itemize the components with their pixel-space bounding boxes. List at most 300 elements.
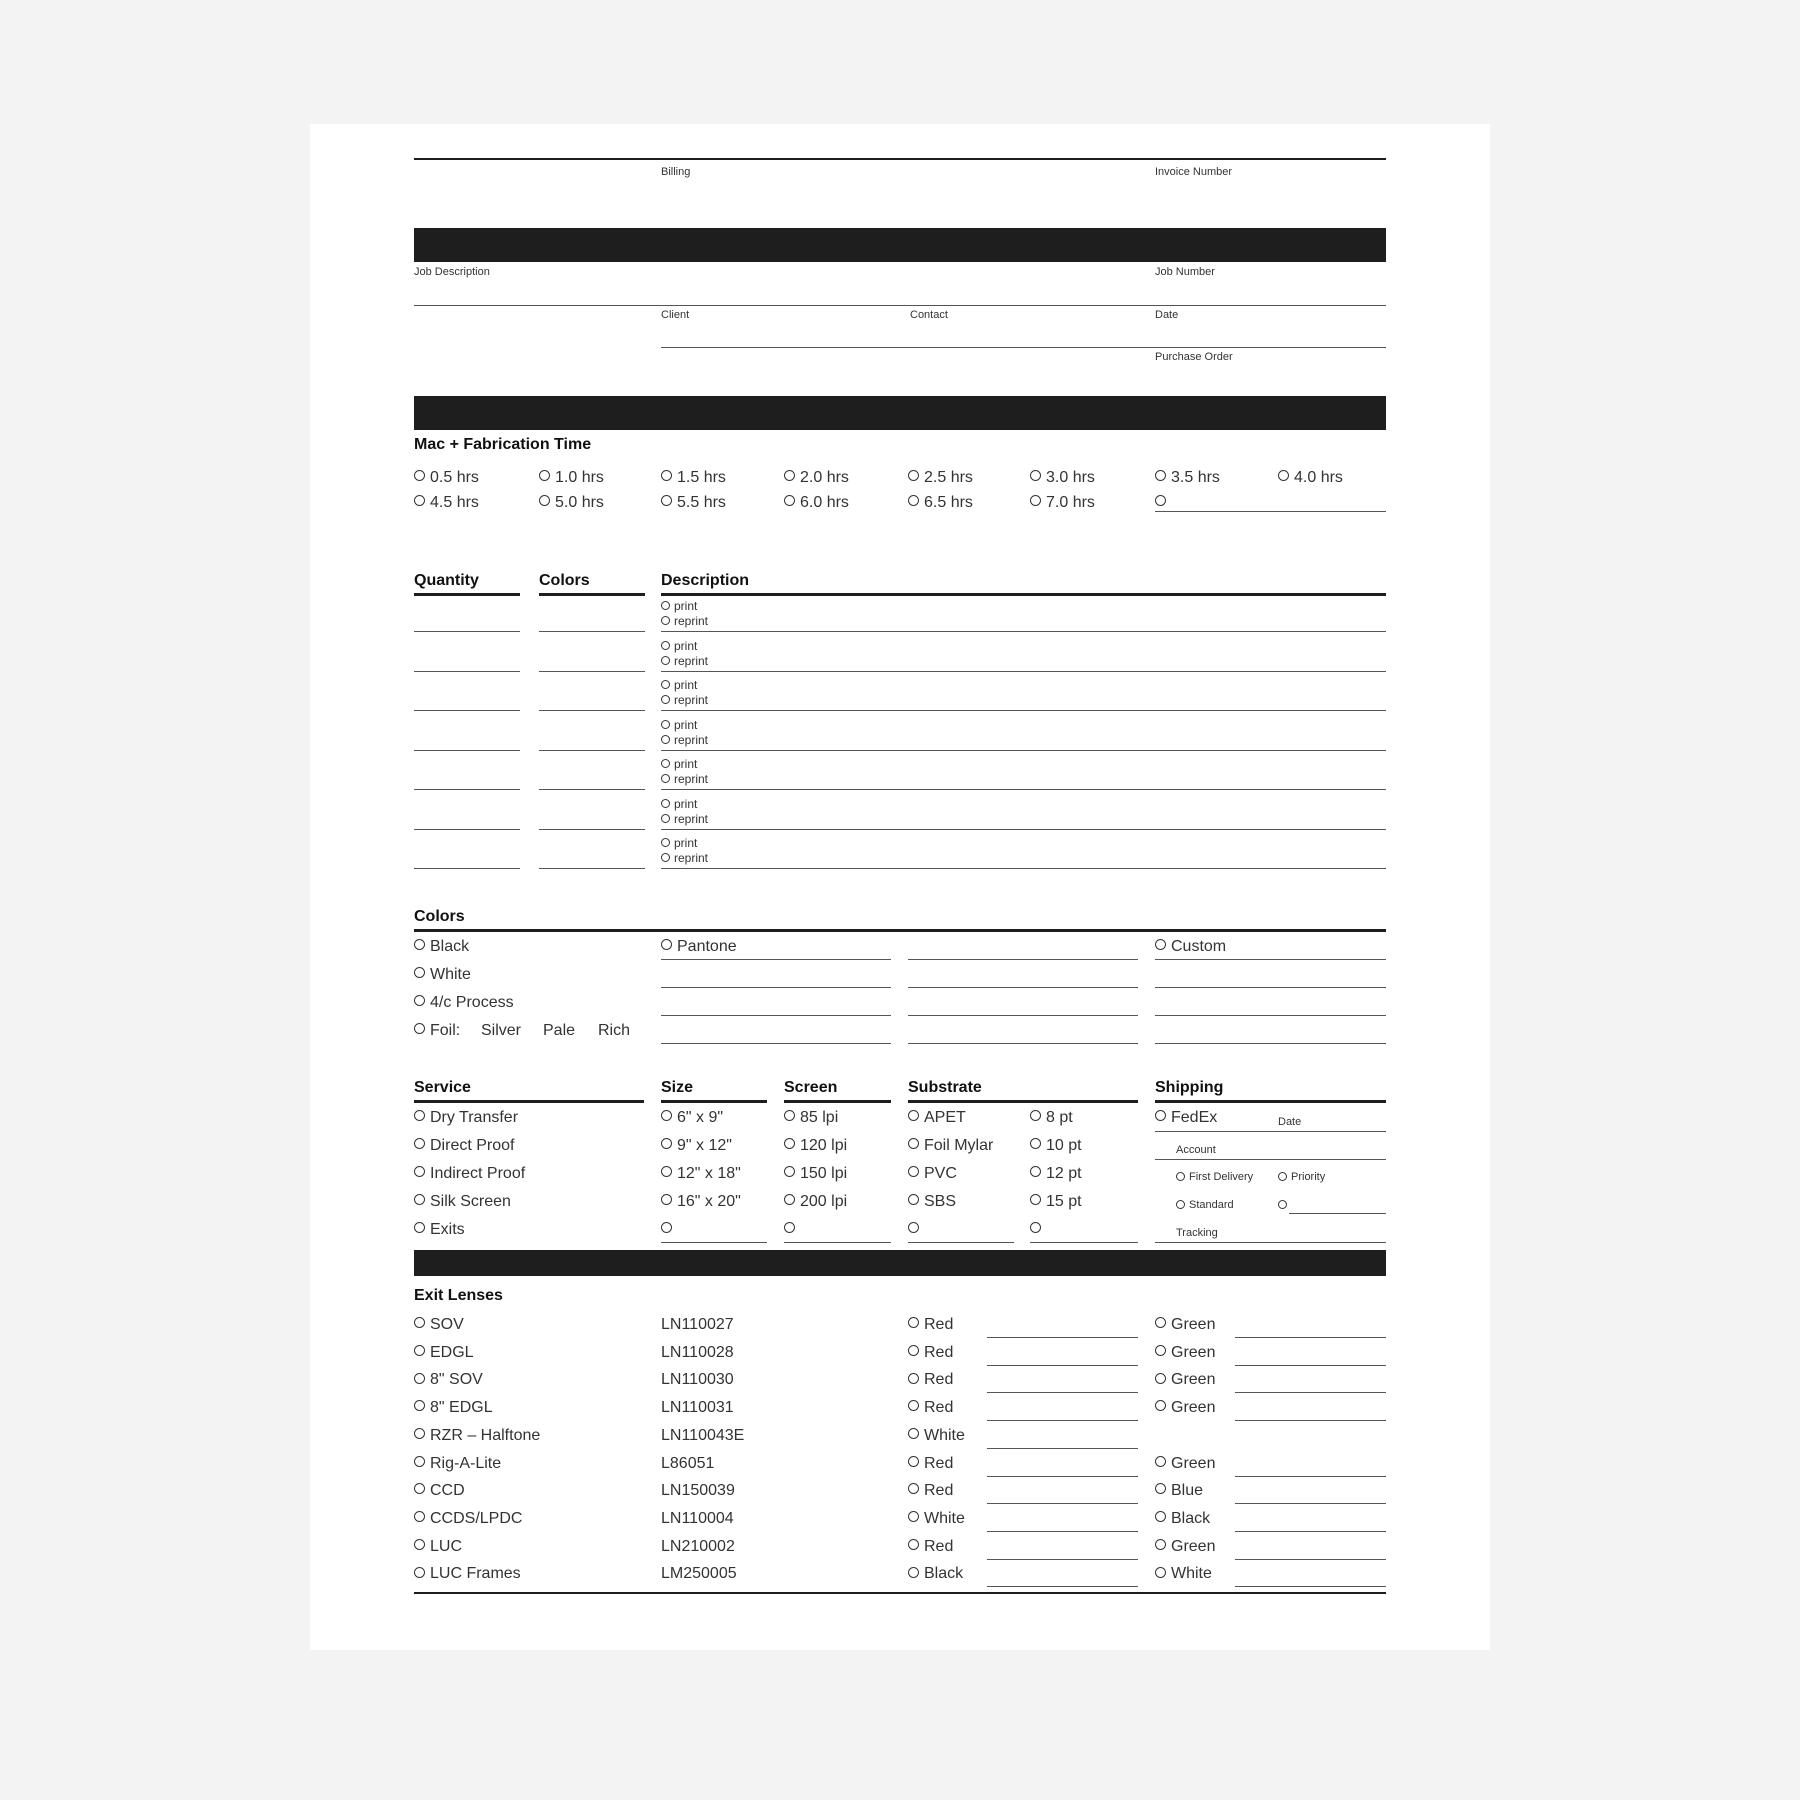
shipping-tracking-line[interactable]: [1155, 1242, 1386, 1243]
print-option[interactable]: print: [661, 718, 697, 732]
radio-icon: [1155, 1400, 1166, 1411]
radio-icon: [1155, 1539, 1166, 1550]
description-line[interactable]: [661, 829, 1386, 830]
quantity-line[interactable]: [414, 868, 520, 869]
radio-icon: [908, 1456, 919, 1467]
radio-icon: [661, 616, 670, 625]
radio-icon: [1155, 495, 1166, 506]
fab-time-option[interactable]: 5.5 hrs: [661, 494, 726, 512]
radio-icon: [908, 1345, 919, 1356]
quantity-line[interactable]: [414, 671, 520, 672]
pantone-line[interactable]: [908, 987, 1138, 988]
print-option[interactable]: print: [661, 797, 697, 811]
lens-option[interactable]: Rig-A-Lite: [414, 1455, 501, 1473]
lens-option[interactable]: CCD: [414, 1482, 465, 1500]
lens-color-line[interactable]: [987, 1392, 1138, 1393]
radio-icon: [908, 1222, 919, 1233]
colors-line[interactable]: [539, 750, 645, 751]
lens-option[interactable]: SOV: [414, 1316, 464, 1334]
radio-icon: [661, 1222, 672, 1233]
top-rule: [414, 158, 1386, 160]
lens-color-option[interactable]: White: [908, 1427, 965, 1445]
radio-icon: [908, 1373, 919, 1384]
substrate-option[interactable]: PVC: [908, 1165, 957, 1183]
quantity-line[interactable]: [414, 710, 520, 711]
radio-icon: [1176, 1172, 1185, 1181]
radio-icon: [908, 1511, 919, 1522]
radio-icon: [661, 799, 670, 808]
fab-time-option[interactable]: 0.5 hrs: [414, 469, 479, 487]
radio-icon: [784, 1194, 795, 1205]
client-label: Client: [661, 309, 690, 321]
print-option[interactable]: print: [661, 599, 697, 613]
radio-icon: [661, 735, 670, 744]
service-option[interactable]: Silk Screen: [414, 1193, 511, 1211]
fab-time-other-option[interactable]: [1155, 494, 1171, 512]
radio-icon: [1155, 939, 1166, 950]
size-other-line[interactable]: [661, 1242, 767, 1243]
lens-color-line[interactable]: [1235, 1531, 1386, 1532]
radio-icon: [784, 470, 795, 481]
lens-color-line[interactable]: [987, 1476, 1138, 1477]
print-option[interactable]: print: [661, 639, 697, 653]
pantone-line[interactable]: [908, 1043, 1138, 1044]
lens-color-line[interactable]: [987, 1365, 1138, 1366]
radio-icon: [908, 1483, 919, 1494]
lens-color-option[interactable]: Red: [908, 1455, 953, 1473]
lens-color-line[interactable]: [1235, 1392, 1386, 1393]
priority-option[interactable]: Priority: [1278, 1171, 1325, 1183]
radio-icon: [1030, 470, 1041, 481]
thickness-option[interactable]: 8 pt: [1030, 1109, 1073, 1127]
radio-icon: [414, 1539, 425, 1550]
radio-icon: [1155, 1567, 1166, 1578]
radio-icon: [908, 1138, 919, 1149]
shipping-title: Shipping: [1155, 1079, 1224, 1096]
other-shipping-line[interactable]: [1289, 1213, 1386, 1214]
radio-icon: [414, 1138, 425, 1149]
screen-option[interactable]: 120 lpi: [784, 1137, 847, 1155]
radio-icon: [908, 495, 919, 506]
radio-icon: [539, 470, 550, 481]
contact-label: Contact: [910, 309, 948, 321]
size-option[interactable]: 6" x 9": [661, 1109, 723, 1127]
screen-option[interactable]: 200 lpi: [784, 1193, 847, 1211]
lens-color-line[interactable]: [987, 1531, 1138, 1532]
screen-option[interactable]: 85 lpi: [784, 1109, 838, 1127]
lens-color-option[interactable]: Green: [1155, 1455, 1215, 1473]
lens-color-option[interactable]: Red: [908, 1316, 953, 1334]
lens-option[interactable]: CCDS/LPDC: [414, 1510, 522, 1528]
pantone-line[interactable]: [908, 959, 1138, 960]
radio-icon: [661, 656, 670, 665]
radio-icon: [1278, 1172, 1287, 1181]
size-option[interactable]: 12" x 18": [661, 1165, 741, 1183]
radio-icon: [908, 1400, 919, 1411]
description-line[interactable]: [661, 868, 1386, 869]
fab-title: Mac + Fabrication Time: [414, 436, 592, 453]
radio-icon: [1030, 1110, 1041, 1121]
colors-rule: [539, 593, 645, 596]
lens-code: LN110043E: [661, 1426, 745, 1444]
radio-icon: [414, 1483, 425, 1494]
lens-option[interactable]: LUC Frames: [414, 1565, 521, 1583]
colors-title: Colors: [414, 908, 465, 925]
date-label: Date: [1155, 309, 1179, 321]
description-rule: [661, 593, 1386, 596]
description-line[interactable]: [661, 789, 1386, 790]
lens-color-line[interactable]: [1235, 1476, 1386, 1477]
fab-time-option[interactable]: 4.0 hrs: [1278, 469, 1343, 487]
radio-icon: [1176, 1200, 1185, 1209]
colors-line[interactable]: [539, 829, 645, 830]
lens-option[interactable]: RZR – Halftone: [414, 1427, 540, 1445]
reprint-option[interactable]: reprint: [661, 851, 708, 865]
radio-icon: [539, 495, 550, 506]
reprint-option[interactable]: reprint: [661, 693, 708, 707]
screen-other-line[interactable]: [784, 1242, 891, 1243]
radio-icon: [1155, 1373, 1166, 1384]
screen-title: Screen: [784, 1079, 838, 1096]
colors-line[interactable]: [539, 868, 645, 869]
substrate-option[interactable]: SBS: [908, 1193, 956, 1211]
radio-icon: [1155, 1456, 1166, 1467]
radio-icon: [908, 1166, 919, 1177]
lens-color-option[interactable]: White: [1155, 1565, 1212, 1583]
size-option[interactable]: 9" x 12": [661, 1137, 732, 1155]
radio-icon: [414, 1166, 425, 1177]
radio-icon: [908, 1317, 919, 1328]
size-title: Size: [661, 1079, 694, 1096]
radio-icon: [908, 1539, 919, 1550]
colors-rule-main: [414, 929, 1386, 932]
lens-color-line[interactable]: [987, 1448, 1138, 1449]
lens-color-line[interactable]: [1235, 1559, 1386, 1560]
lens-option[interactable]: 8" SOV: [414, 1371, 483, 1389]
header-bar: [414, 228, 1386, 262]
screen-other-option[interactable]: [784, 1221, 800, 1239]
radio-icon: [1030, 1194, 1041, 1205]
lens-color-line[interactable]: [1235, 1337, 1386, 1338]
shipping-rule: [1155, 1100, 1386, 1103]
print-option[interactable]: print: [661, 678, 697, 692]
description-line[interactable]: [661, 710, 1386, 711]
section-bar: [414, 396, 1386, 430]
invoice-number-label: Invoice Number: [1155, 166, 1233, 178]
radio-icon: [1278, 470, 1289, 481]
lens-option[interactable]: LUC: [414, 1538, 462, 1556]
fab-time-option[interactable]: 5.0 hrs: [539, 494, 604, 512]
foil-rich[interactable]: Rich: [598, 1022, 631, 1039]
radio-icon: [1155, 1483, 1166, 1494]
service-option[interactable]: Exits: [414, 1221, 465, 1239]
billing-label: Billing: [661, 166, 691, 178]
radio-icon: [784, 1166, 795, 1177]
radio-icon: [661, 680, 670, 689]
color-process-option[interactable]: 4/c Process: [414, 994, 514, 1012]
other-shipping-option[interactable]: [1278, 1199, 1291, 1211]
radio-icon: [661, 1166, 672, 1177]
lens-color-option[interactable]: Green: [1155, 1344, 1215, 1362]
description-header: Description: [661, 572, 750, 589]
radio-icon: [661, 695, 670, 704]
lens-color-option[interactable]: Blue: [1155, 1482, 1203, 1500]
radio-icon: [414, 995, 425, 1006]
radio-icon: [784, 1222, 795, 1233]
screen-rule: [784, 1100, 891, 1103]
job-number-label: Job Number: [1155, 266, 1215, 278]
form-content: [414, 158, 1386, 1583]
radio-icon: [414, 939, 425, 950]
thickness-other-option[interactable]: [1030, 1221, 1046, 1239]
radio-icon: [414, 967, 425, 978]
lens-option[interactable]: 8" EDGL: [414, 1399, 493, 1417]
radio-icon: [1155, 470, 1166, 481]
lens-color-option[interactable]: Red: [908, 1538, 953, 1556]
lens-code: L86051: [661, 1454, 715, 1472]
radio-icon: [908, 1194, 919, 1205]
fab-time-option[interactable]: 3.5 hrs: [1155, 469, 1220, 487]
radio-icon: [414, 1373, 425, 1384]
radio-icon: [908, 1567, 919, 1578]
foil-silver[interactable]: Silver: [481, 1022, 522, 1039]
lens-code: LM250005: [661, 1565, 737, 1583]
thickness-option[interactable]: 12 pt: [1030, 1165, 1082, 1183]
pantone-line[interactable]: [661, 959, 891, 960]
fab-time-option[interactable]: 2.0 hrs: [784, 469, 849, 487]
shipping-tracking-label: Tracking: [1176, 1227, 1218, 1239]
radio-icon: [1278, 1200, 1287, 1209]
radio-icon: [661, 1194, 672, 1205]
custom-line[interactable]: [1155, 959, 1386, 960]
quantity-line[interactable]: [414, 631, 520, 632]
size-option[interactable]: 16" x 20": [661, 1193, 741, 1211]
purchase-order-label: Purchase Order: [1155, 351, 1233, 363]
radio-icon: [661, 1138, 672, 1149]
colors-header: Colors: [539, 572, 590, 589]
job-line[interactable]: [414, 305, 1386, 306]
lens-option[interactable]: EDGL: [414, 1344, 474, 1362]
lens-color-line[interactable]: [1235, 1365, 1386, 1366]
substrate-other-option[interactable]: [908, 1221, 924, 1239]
lens-code: LN110030: [661, 1371, 734, 1389]
radio-icon: [661, 720, 670, 729]
radio-icon: [414, 470, 425, 481]
thickness-option[interactable]: 10 pt: [1030, 1137, 1082, 1155]
fab-time-other-line[interactable]: [1155, 511, 1386, 512]
quantity-line[interactable]: [414, 789, 520, 790]
fab-time-option[interactable]: 6.5 hrs: [908, 494, 973, 512]
lens-color-option[interactable]: Red: [908, 1399, 953, 1417]
thickness-option[interactable]: 15 pt: [1030, 1193, 1082, 1211]
lens-color-line[interactable]: [987, 1337, 1138, 1338]
color-custom-option[interactable]: Custom: [1155, 938, 1226, 956]
lens-color-option[interactable]: Green: [1155, 1316, 1215, 1334]
pantone-line[interactable]: [661, 1043, 891, 1044]
colors-line[interactable]: [539, 789, 645, 790]
radio-icon: [661, 641, 670, 650]
lens-color-option[interactable]: White: [908, 1510, 965, 1528]
lens-color-option[interactable]: Green: [1155, 1399, 1215, 1417]
shipping-account-line[interactable]: [1155, 1159, 1386, 1160]
radio-icon: [1155, 1511, 1166, 1522]
service-option[interactable]: Direct Proof: [414, 1137, 514, 1155]
lens-color-line[interactable]: [1235, 1420, 1386, 1421]
radio-icon: [414, 1222, 425, 1233]
radio-icon: [1155, 1110, 1166, 1121]
lens-code: LN150039: [661, 1482, 735, 1500]
radio-icon: [1030, 495, 1041, 506]
fab-time-option[interactable]: 6.0 hrs: [784, 494, 849, 512]
fab-time-option[interactable]: 4.5 hrs: [414, 494, 479, 512]
radio-icon: [784, 1138, 795, 1149]
radio-icon: [661, 601, 670, 610]
radio-icon: [414, 1400, 425, 1411]
substrate-rule: [908, 1100, 1138, 1103]
lens-color-line[interactable]: [987, 1503, 1138, 1504]
radio-icon: [661, 853, 670, 862]
reprint-option[interactable]: reprint: [661, 614, 708, 628]
first-delivery-option[interactable]: First Delivery: [1176, 1171, 1253, 1183]
lens-color-option[interactable]: Black: [908, 1565, 963, 1583]
service-option[interactable]: Dry Transfer: [414, 1109, 518, 1127]
radio-icon: [1030, 1222, 1041, 1233]
radio-icon: [661, 814, 670, 823]
shipping-date-line[interactable]: [1155, 1131, 1386, 1132]
thickness-other-line[interactable]: [1030, 1242, 1138, 1243]
radio-icon: [414, 1110, 425, 1121]
reprint-option[interactable]: reprint: [661, 772, 708, 786]
reprint-option[interactable]: reprint: [661, 654, 708, 668]
shipping-date-label: Date: [1278, 1116, 1302, 1128]
custom-line[interactable]: [1155, 1015, 1386, 1016]
radio-icon: [414, 1345, 425, 1356]
color-white-option[interactable]: White: [414, 966, 471, 984]
radio-icon: [1155, 1317, 1166, 1328]
lens-color-line[interactable]: [987, 1420, 1138, 1421]
fab-time-option[interactable]: 1.0 hrs: [539, 469, 604, 487]
foil-pale[interactable]: Pale: [543, 1022, 576, 1039]
lenses-title: Exit Lenses: [414, 1287, 503, 1304]
description-line[interactable]: [661, 631, 1386, 632]
radio-icon: [414, 1456, 425, 1467]
lens-color-option[interactable]: Red: [908, 1482, 953, 1500]
radio-icon: [661, 759, 670, 768]
radio-icon: [784, 1110, 795, 1121]
substrate-title: Substrate: [908, 1079, 982, 1096]
lenses-bar: [414, 1250, 1386, 1276]
pantone-line[interactable]: [661, 987, 891, 988]
lens-code: LN110004: [661, 1509, 734, 1527]
lens-color-line[interactable]: [1235, 1503, 1386, 1504]
reprint-option[interactable]: reprint: [661, 812, 708, 826]
radio-icon: [661, 1110, 672, 1121]
shipping-account-label: Account: [1176, 1144, 1216, 1156]
radio-icon: [661, 838, 670, 847]
size-other-option[interactable]: [661, 1221, 677, 1239]
service-option[interactable]: Indirect Proof: [414, 1165, 525, 1183]
radio-icon: [908, 1110, 919, 1121]
job-description-label: Job Description: [414, 266, 490, 278]
fab-time-option[interactable]: 1.5 hrs: [661, 469, 726, 487]
description-line[interactable]: [661, 750, 1386, 751]
radio-icon: [414, 1194, 425, 1205]
bottom-rule: [414, 1592, 1386, 1594]
color-black-option[interactable]: Black: [414, 938, 469, 956]
standard-option[interactable]: Standard: [1176, 1199, 1234, 1211]
substrate-other-line[interactable]: [908, 1242, 1014, 1243]
color-pantone-option[interactable]: Pantone: [661, 938, 737, 956]
client-line[interactable]: [661, 347, 1386, 348]
lens-color-option[interactable]: Green: [1155, 1371, 1215, 1389]
substrate-option[interactable]: APET: [908, 1109, 966, 1127]
radio-icon: [1155, 1345, 1166, 1356]
screen-option[interactable]: 150 lpi: [784, 1165, 847, 1183]
radio-icon: [661, 470, 672, 481]
custom-line[interactable]: [1155, 1043, 1386, 1044]
form-page: [310, 124, 1490, 1650]
radio-icon: [661, 774, 670, 783]
lens-code: LN110031: [661, 1399, 734, 1417]
radio-icon: [661, 939, 672, 950]
radio-icon: [908, 470, 919, 481]
quantity-line[interactable]: [414, 750, 520, 751]
lens-code: LN110027: [661, 1316, 734, 1333]
radio-icon: [908, 1428, 919, 1439]
radio-icon: [414, 1317, 425, 1328]
color-foil-option[interactable]: Foil:: [414, 1022, 460, 1040]
reprint-option[interactable]: reprint: [661, 733, 708, 747]
radio-icon: [1030, 1166, 1041, 1177]
colors-line[interactable]: [539, 671, 645, 672]
custom-line[interactable]: [1155, 987, 1386, 988]
pantone-line[interactable]: [661, 1015, 891, 1016]
radio-icon: [414, 1023, 425, 1034]
service-rule: [414, 1100, 644, 1103]
fab-time-option[interactable]: 3.0 hrs: [1030, 469, 1095, 487]
lens-color-line[interactable]: [987, 1586, 1138, 1587]
colors-line[interactable]: [539, 710, 645, 711]
pantone-line[interactable]: [908, 1015, 1138, 1016]
radio-icon: [784, 495, 795, 506]
radio-icon: [414, 1567, 425, 1578]
quantity-header: Quantity: [414, 572, 479, 589]
lens-code: LN110028: [661, 1343, 734, 1361]
size-rule: [661, 1100, 767, 1103]
print-option[interactable]: print: [661, 836, 697, 850]
radio-icon: [414, 495, 425, 506]
fab-time-option[interactable]: 2.5 hrs: [908, 469, 973, 487]
colors-line[interactable]: [539, 631, 645, 632]
shipping-fedex-option[interactable]: FedEx: [1155, 1109, 1217, 1127]
lens-color-line[interactable]: [1235, 1586, 1386, 1587]
fab-time-option[interactable]: 7.0 hrs: [1030, 494, 1095, 512]
lens-color-option[interactable]: Black: [1155, 1510, 1210, 1528]
substrate-option[interactable]: Foil Mylar: [908, 1137, 993, 1155]
description-line[interactable]: [661, 671, 1386, 672]
print-option[interactable]: print: [661, 757, 697, 771]
radio-icon: [414, 1511, 425, 1522]
service-title: Service: [414, 1079, 471, 1096]
lens-code: LN210002: [661, 1537, 735, 1555]
lens-color-option[interactable]: Green: [1155, 1538, 1215, 1556]
lens-color-option[interactable]: Red: [908, 1371, 953, 1389]
quantity-rule: [414, 593, 520, 596]
radio-icon: [1030, 1138, 1041, 1149]
lens-color-line[interactable]: [987, 1559, 1138, 1560]
quantity-line[interactable]: [414, 829, 520, 830]
lens-color-option[interactable]: Red: [908, 1344, 953, 1362]
